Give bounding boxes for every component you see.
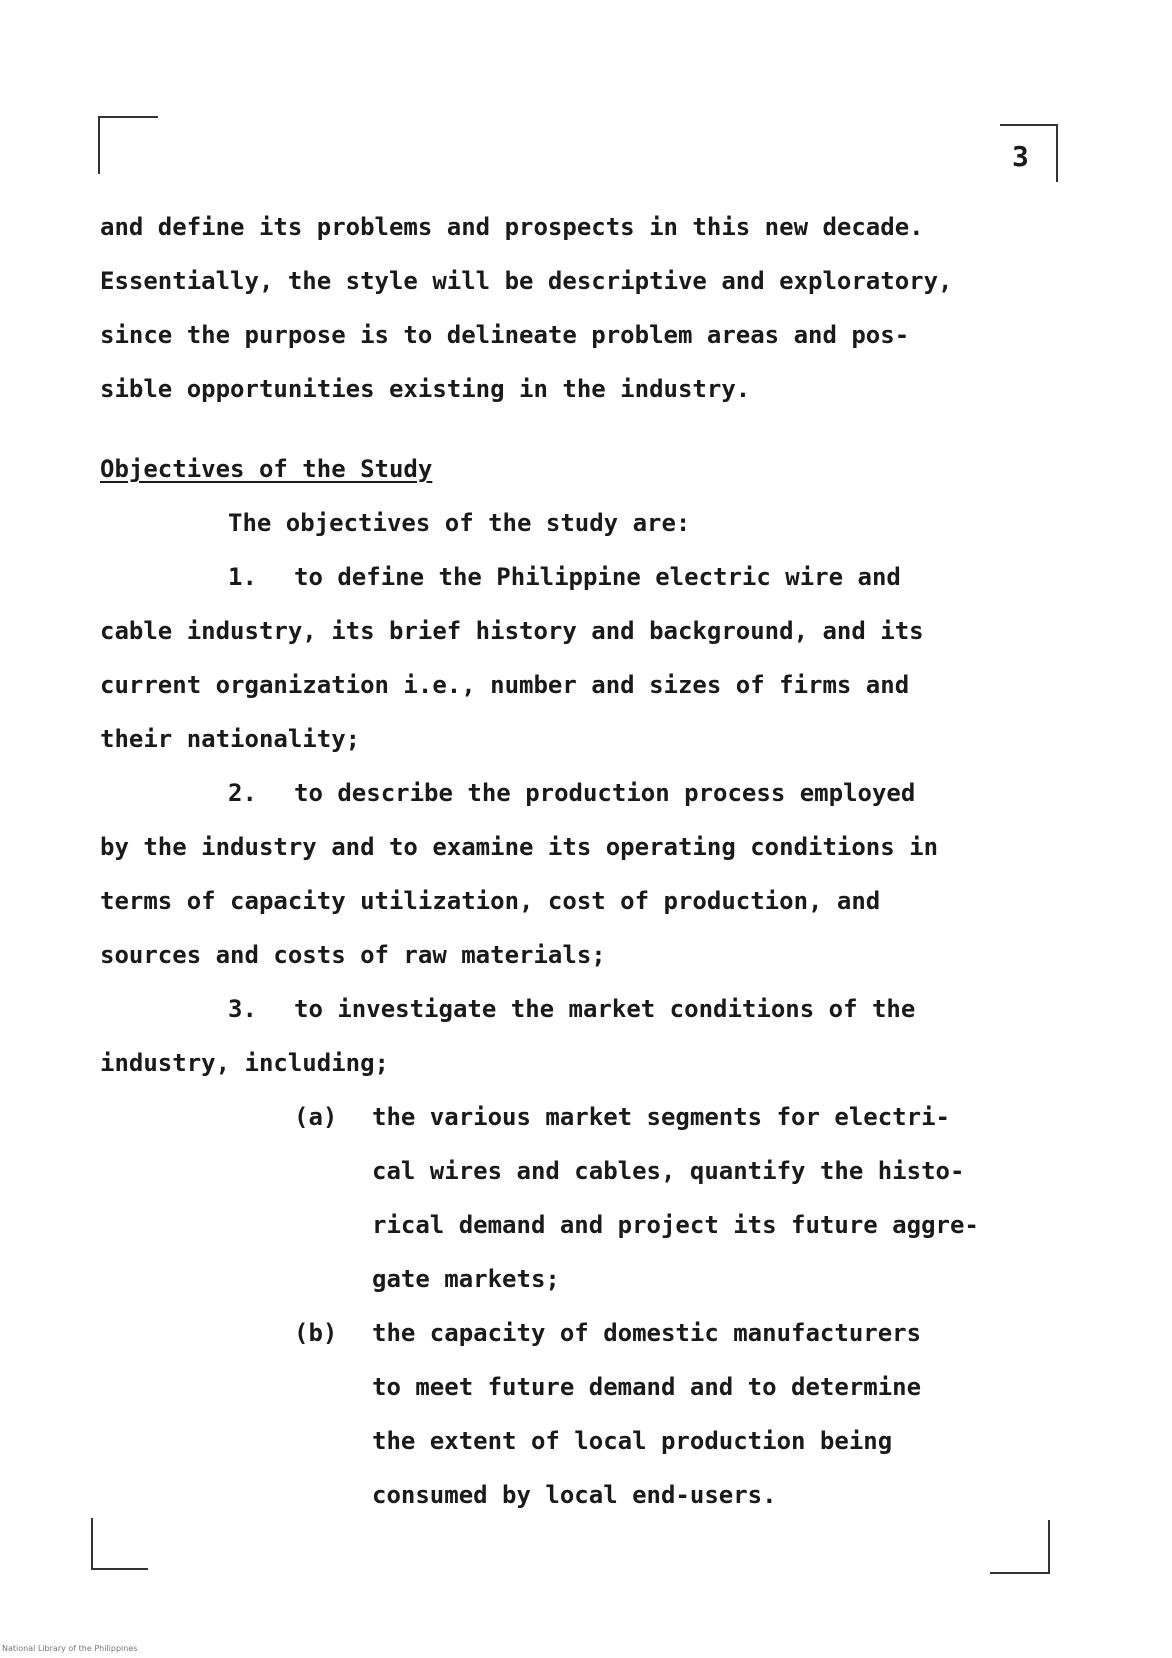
sub-item-b-line: the extent of local production being	[372, 1427, 893, 1455]
crop-mark-bottom-left	[91, 1518, 148, 1570]
sub-item-b-line: consumed by local end-users.	[372, 1481, 777, 1509]
crop-mark-top-right	[1000, 124, 1058, 182]
objective-3-line: industry, including;	[100, 1049, 389, 1077]
sub-item-b-line: to meet future demand and to determine	[372, 1373, 922, 1401]
objective-1-line: current organization i.e., number and sizes of firms and	[100, 671, 910, 699]
crop-mark-top-left	[98, 116, 158, 174]
objective-2-line: by the industry and to examine its operating conditions in	[100, 833, 939, 861]
lead-in: The objectives of the study are:	[228, 509, 691, 537]
objective-1-line: their nationality;	[100, 725, 361, 753]
sub-item-a-line: the various market segments for electri-	[372, 1103, 950, 1131]
objective-1-marker: 1.	[228, 563, 257, 591]
objective-2-marker: 2.	[228, 779, 257, 807]
intro-line: sible opportunities existing in the industry.	[100, 375, 751, 403]
objective-1-line: cable industry, its brief history and background, and its	[100, 617, 924, 645]
sub-item-b-line: the capacity of domestic manufacturers	[372, 1319, 922, 1347]
objective-2-line: terms of capacity utilization, cost of production, and	[100, 887, 881, 915]
sub-item-b-marker: (b)	[294, 1319, 338, 1347]
objective-3-first-line: to investigate the market conditions of the	[294, 995, 916, 1023]
sub-item-a-marker: (a)	[294, 1103, 338, 1131]
objective-3-marker: 3.	[228, 995, 257, 1023]
page-number: 3	[1012, 140, 1029, 173]
objective-2-first-line: to describe the production process employed	[294, 779, 916, 807]
sub-item-a-line: cal wires and cables, quantify the histo-	[372, 1157, 965, 1185]
sub-item-a-line: rical demand and project its future aggre-	[372, 1211, 979, 1239]
scan-footer: National Library of the Philippines	[2, 1644, 138, 1653]
section-heading: Objectives of the Study	[100, 455, 433, 483]
intro-line: and define its problems and prospects in this new decade.	[100, 213, 924, 241]
intro-line: Essentially, the style will be descriptive and exploratory,	[100, 267, 953, 295]
sub-item-a-line: gate markets;	[372, 1265, 560, 1293]
intro-line: since the purpose is to delineate problem areas and pos-	[100, 321, 910, 349]
objective-1-first-line: to define the Philippine electric wire and	[294, 563, 901, 591]
objective-2-line: sources and costs of raw materials;	[100, 941, 606, 969]
crop-mark-bottom-right	[990, 1520, 1050, 1574]
